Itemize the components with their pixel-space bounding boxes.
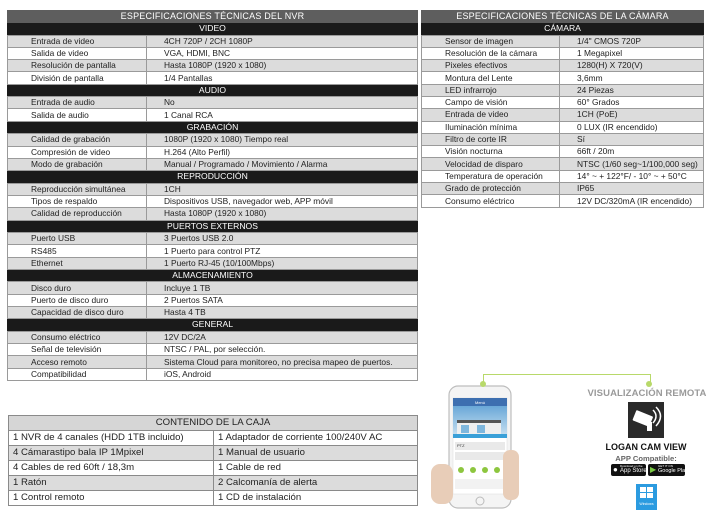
spec-value: 60° Grados (560, 96, 704, 108)
table-row (8, 47, 418, 59)
table-row (8, 60, 418, 72)
app-store-text: App Store (620, 468, 647, 474)
table-row (8, 109, 418, 121)
remote-view-label: VISUALIZACIÓN REMOTA (587, 388, 707, 399)
spec-value: 1/4 Pantallas (147, 72, 418, 84)
nvr-spec-title: ESPECIFICACIONES TÉCNICAS DEL NVR (7, 10, 418, 23)
nvr-section-rows (7, 133, 418, 171)
spec-value: Hasta 4 TB (147, 307, 418, 319)
table-row (422, 158, 704, 170)
table-row (8, 356, 418, 368)
spec-value: 1 Canal RCA (147, 109, 418, 121)
camera-app-logo (628, 402, 664, 438)
spec-value: 1 Puerto RJ-45 (10/100Mbps) (147, 257, 418, 269)
spec-value: Hasta 1080P (1920 x 1080) (147, 208, 418, 220)
nvr-section-title: PUERTOS EXTERNOS (7, 221, 418, 233)
spec-label: Entrada de video (8, 35, 147, 47)
spec-label: Velocidad de disparo (422, 158, 560, 170)
spec-value: 2 Puertos SATA (147, 294, 418, 306)
spec-label: Disco duro (8, 282, 147, 294)
table-row (8, 344, 418, 356)
table-row (8, 331, 418, 343)
spec-value: 3,6mm (560, 72, 704, 84)
smartphone-mockup (431, 384, 519, 515)
spec-value: 1/4" CMOS 720P (560, 35, 704, 47)
table-row (8, 245, 418, 257)
table-row (8, 294, 418, 306)
spec-value: 1280(H) X 720(V) (560, 60, 704, 72)
box-item: 1 CD de instalación (214, 491, 418, 506)
nvr-section-title: GENERAL (7, 319, 418, 331)
spec-label: Calidad de grabación (8, 134, 147, 146)
connector-dot-right (646, 381, 652, 387)
spec-label: Compatibilidad (8, 368, 147, 380)
table-row (8, 183, 418, 195)
spec-label: Resolución de pantalla (8, 60, 147, 72)
table-row (422, 72, 704, 84)
spec-label: Consumo eléctrico (422, 195, 560, 207)
spec-label: RS485 (8, 245, 147, 257)
table-row (8, 307, 418, 319)
table-row (8, 158, 418, 170)
table-row (422, 109, 704, 121)
nvr-section-title: GRABACIÓN (7, 122, 418, 134)
box-item: 4 Cables de red 60ft / 18,3m (9, 461, 214, 476)
table-row (8, 282, 418, 294)
table-row (8, 134, 418, 146)
nvr-section-title: VIDEO (7, 23, 418, 35)
google-play-icon: ▶ (650, 465, 657, 474)
spec-label: Tipos de respaldo (8, 195, 147, 207)
table-row (8, 72, 418, 84)
table-row (8, 97, 418, 109)
app-store-small-text: Download on the (620, 464, 643, 468)
spec-value: H.264 (Alto Perfil) (147, 146, 418, 158)
spec-value: 3 Puertos USB 2.0 (147, 233, 418, 245)
spec-label: Puerto USB (8, 233, 147, 245)
phone-menu-label: Menú (475, 400, 486, 405)
spec-value: Incluye 1 TB (147, 282, 418, 294)
google-play-text: Google Play (658, 468, 688, 474)
spec-value: 1 Puerto para control PTZ (147, 245, 418, 257)
spec-value: 14° ~ + 122°F/ - 10° ~ + 50°C (560, 170, 704, 182)
spec-value: Sistema Cloud para monitoreo, no precisa mapeo de puertos. (147, 356, 418, 368)
apple-icon: ● (613, 465, 618, 474)
spec-label: Entrada de video (422, 109, 560, 121)
table-row (8, 257, 418, 269)
table-row (422, 133, 704, 145)
spec-value: NTSC (1/60 seg~1/100,000 seg) (560, 158, 704, 170)
spec-label: Visión nocturna (422, 146, 560, 158)
spec-value: NTSC / PAL, por selección. (147, 344, 418, 356)
nvr-section-title: ALMACENAMIENTO (7, 270, 418, 282)
box-item: 1 Ratón (9, 476, 214, 491)
camera-section-title: CÁMARA (421, 23, 704, 35)
table-row (8, 233, 418, 245)
spec-value: Manual / Programado / Movimiento / Alarma (147, 158, 418, 170)
spec-label: Compresión de video (8, 146, 147, 158)
box-item: 1 Control remoto (9, 491, 214, 506)
spec-label: Acceso remoto (8, 356, 147, 368)
app-name: LOGAN CAM VIEW (605, 442, 687, 452)
spec-label: Capacidad de disco duro (8, 307, 147, 319)
google-play-small-text: GET IT ON (658, 464, 673, 468)
nvr-section-rows (7, 183, 418, 221)
spec-label: Sensor de imagen (422, 35, 560, 47)
spec-label: Entrada de audio (8, 97, 147, 109)
nvr-spec-table (7, 10, 418, 381)
spec-value: 24 Piezas (560, 84, 704, 96)
table-row (422, 183, 704, 195)
table-row (422, 170, 704, 182)
spec-label: Salida de audio (8, 109, 147, 121)
box-item: 4 Cámarastipo bala IP 1Mpixel (9, 446, 214, 461)
spec-value: 1CH (147, 183, 418, 195)
spec-value: 12V DC/320mA (IR encendido) (560, 195, 704, 207)
nvr-section-rows (7, 96, 418, 122)
nvr-section-rows (7, 35, 418, 85)
table-row (8, 368, 418, 380)
box-item: 1 Manual de usuario (214, 446, 418, 461)
spec-value: 12V DC/2A (147, 331, 418, 343)
camera-rows (421, 35, 704, 208)
spec-label: Reproducción simultánea (8, 183, 147, 195)
windows-icon (636, 484, 657, 502)
table-row (9, 461, 418, 476)
table-row (422, 121, 704, 133)
nvr-section-title: REPRODUCCIÓN (7, 171, 418, 183)
spec-value: 1080P (1920 x 1080) Tiempo real (147, 134, 418, 146)
spec-label: Salida de video (8, 47, 147, 59)
spec-label: Temperatura de operación (422, 170, 560, 182)
table-row (422, 35, 704, 47)
box-item: 1 NVR de 4 canales (HDD 1TB incluido) (9, 431, 214, 446)
spec-value: iOS, Android (147, 368, 418, 380)
nvr-section-rows (7, 281, 418, 319)
spec-label: LED infrarrojo (422, 84, 560, 96)
box-contents-table (8, 415, 418, 506)
box-item: 1 Adaptador de corriente 100/240V AC (214, 431, 418, 446)
box-item: 1 Cable de red (214, 461, 418, 476)
windows-text: Windows (639, 502, 654, 506)
connector-line (483, 374, 651, 383)
spec-label: Consumo eléctrico (8, 331, 147, 343)
spec-value: VGA, HDMI, BNC (147, 47, 418, 59)
table-row (422, 47, 704, 59)
table-row (9, 491, 418, 506)
camera-spec-title: ESPECIFICACIONES TÉCNICAS DE LA CÁMARA (421, 10, 704, 23)
spec-label: Puerto de disco duro (8, 294, 147, 306)
spec-label: Campo de visión (422, 96, 560, 108)
table-row (8, 208, 418, 220)
camera-spec-table (421, 10, 704, 208)
spec-label: Señal de televisión (8, 344, 147, 356)
spec-label: Calidad de reproducción (8, 208, 147, 220)
nvr-section-title: AUDIO (7, 85, 418, 97)
spec-value: 1 Megapixel (560, 47, 704, 59)
nvr-section-rows (7, 232, 418, 270)
connector-dot-left (480, 381, 486, 387)
spec-value: IP65 (560, 183, 704, 195)
box-item: 2 Calcomanía de alerta (214, 476, 418, 491)
spec-value: Sí (560, 133, 704, 145)
spec-value: Hasta 1080P (1920 x 1080) (147, 60, 418, 72)
table-row (422, 195, 704, 207)
spec-value: 4CH 720P / 2CH 1080P (147, 35, 418, 47)
table-row (8, 35, 418, 47)
spec-value: 66ft / 20m (560, 146, 704, 158)
spec-label: Ethernet (8, 257, 147, 269)
camera-icon (628, 402, 664, 438)
spec-label: Pixeles efectivos (422, 60, 560, 72)
table-row (9, 446, 418, 461)
table-row (422, 60, 704, 72)
spec-value: 1CH (PoE) (560, 109, 704, 121)
spec-value: No (147, 97, 418, 109)
box-contents-title: CONTENIDO DE LA CAJA (9, 416, 418, 431)
table-row (9, 476, 418, 491)
spec-value: 0 LUX (IR encendido) (560, 121, 704, 133)
windows-badge[interactable] (636, 484, 657, 510)
spec-label: Iluminación mínima (422, 121, 560, 133)
spec-label: Resolución de la cámara (422, 47, 560, 59)
app-compatible-label: APP Compatible: (615, 454, 677, 463)
table-row (422, 96, 704, 108)
spec-label: Montura del Lente (422, 72, 560, 84)
nvr-section-rows (7, 331, 418, 381)
phone-camera-label: PTZ (457, 443, 465, 448)
spec-label: Modo de grabación (8, 158, 147, 170)
spec-value: Dispositivos USB, navegador web, APP móvil (147, 195, 418, 207)
google-play-badge[interactable] (648, 464, 688, 476)
spec-label: División de pantalla (8, 72, 147, 84)
table-row (8, 146, 418, 158)
spec-label: Grado de protección (422, 183, 560, 195)
table-row (8, 195, 418, 207)
app-store-badge[interactable] (611, 464, 646, 476)
spec-label: Filtro de corte IR (422, 133, 560, 145)
table-row (9, 431, 418, 446)
table-row (422, 84, 704, 96)
table-row (422, 146, 704, 158)
